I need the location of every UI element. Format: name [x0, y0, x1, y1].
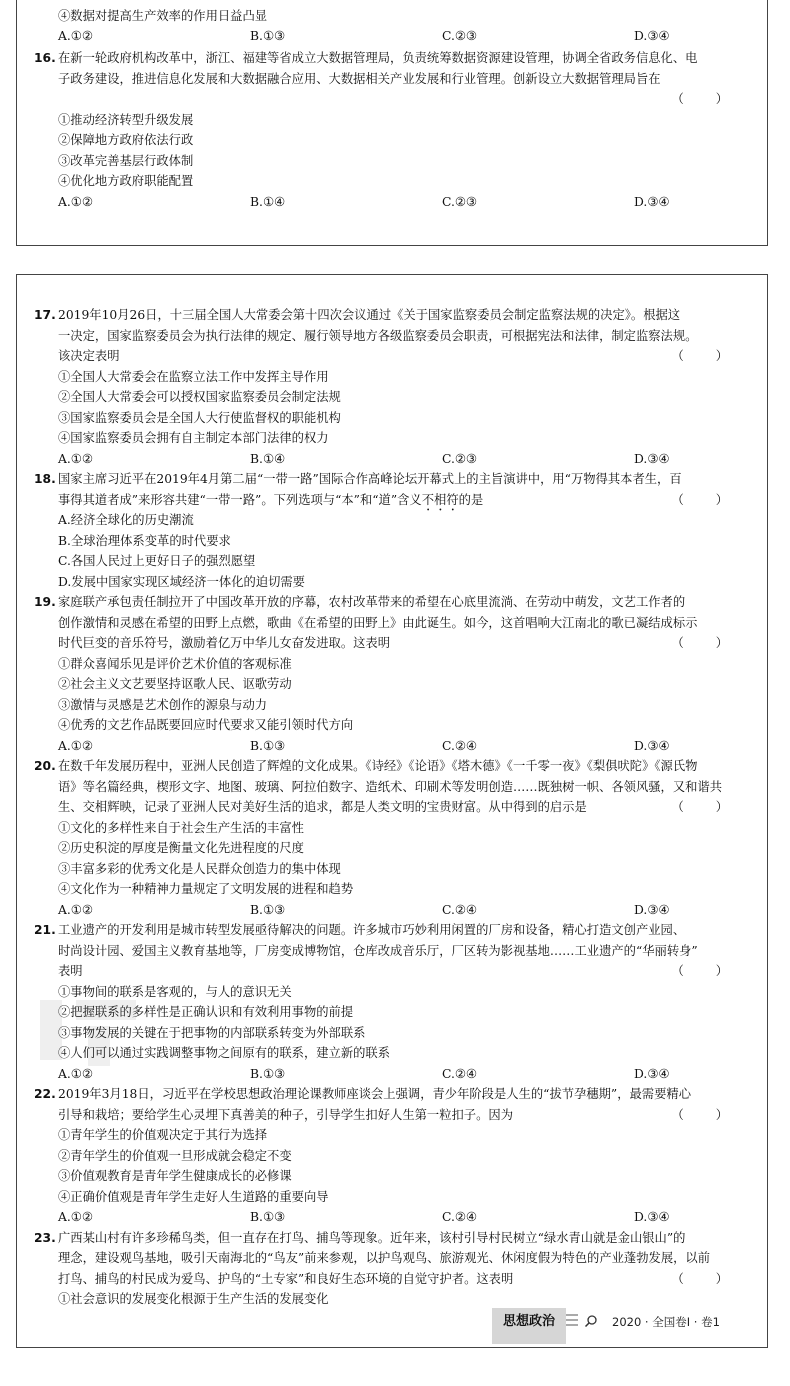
magnifier-icon [584, 1314, 598, 1328]
q22-options [58, 1207, 742, 1228]
subject-badge: 思想政治 [492, 1308, 566, 1344]
q17-option-b: B.①④ [250, 452, 285, 466]
q19-option-a: A.①② [58, 739, 93, 753]
q21-item-4: ④人们可以通过实践调整事物之间原有的联系，建立新的联系 [58, 1046, 391, 1060]
q19-option-c: C.②④ [442, 739, 477, 753]
q18-answer-paren: （ ） [671, 493, 742, 507]
q20-item-4: ④文化作为一种精神力量规定了文明发展的进程和趋势 [58, 882, 354, 896]
exam-info: 2020 · 全国卷Ⅰ · 卷1 [612, 1315, 720, 1329]
q19-item-4: ④优秀的文艺作品既要回应时代要求又能引领时代方向 [58, 718, 354, 732]
q17-stem-line-2: 一决定，国家监察委员会为执行法律的规定、履行领导地方各级监察委员会职责，可根据宪法和法律，制定监察法规。 [58, 329, 698, 343]
q22-number: 22. [34, 1087, 56, 1101]
q22-stem-line-2 [58, 1105, 742, 1126]
q17-stem-text-1: 2019年10月26日，十三届全国人大常委会第十四次会议通过《关于国家监察委员会制定监察法规的决定》。根据这 [58, 308, 681, 322]
q22-option-a: A.①② [58, 1210, 93, 1224]
q23-answer-paren: （ ） [671, 1272, 742, 1286]
q22-option-b: B.①③ [250, 1210, 285, 1224]
q17-option-a: A.①② [58, 452, 93, 466]
q20-option-a: A.①② [58, 903, 93, 917]
q16-option-c: C.②③ [442, 195, 477, 209]
q21-stem-line-3 [58, 961, 742, 982]
q17-answer-paren: （ ） [671, 349, 742, 363]
q17-item-2: ②全国人大常委会可以授权国家监察委员会制定法规 [58, 390, 341, 404]
page-footer [492, 1308, 768, 1344]
q21-option-d: D.③④ [634, 1067, 670, 1081]
q17-options [58, 449, 742, 470]
q15-option-b: B.①③ [250, 29, 285, 43]
q22-item-2: ②青年学生的价值观一旦形成就会稳定不变 [58, 1149, 292, 1163]
q16-option-a: A.①② [58, 195, 93, 209]
q16-number: 16. [34, 51, 56, 65]
q19-options [58, 736, 742, 757]
q18-option-c: C.各国人民过上更好日子的强烈愿望 [58, 554, 256, 568]
q23-number: 23. [34, 1231, 56, 1245]
q17-stem-line-3 [58, 346, 742, 367]
q19-stem-line-2: 创作激情和灵感在希望的田野上点燃，歌曲《在希望的田野上》由此诞生。如今，这首唱响大江南北的歌已凝结成标示 [58, 616, 698, 630]
q22-option-c: C.②④ [442, 1210, 477, 1224]
q20-options [58, 900, 742, 921]
q15-item-4: ④数据对提高生产效率的作用日益凸显 [58, 9, 268, 23]
q16-stem-line-1 [34, 48, 742, 69]
q21-stem-text-1: 工业遗产的开发利用是城市转型发展亟待解决的问题。许多城市巧妙利用闲置的厂房和设备，精心打造文创产业园、 [58, 923, 686, 937]
q19-answer-paren: （ ） [671, 636, 742, 650]
q16-item-1: ①推动经济转型升级发展 [58, 113, 194, 127]
q20-option-b: B.①③ [250, 903, 285, 917]
q20-item-3: ③丰富多彩的优秀文化是人民群众创造力的集中体现 [58, 862, 341, 876]
q19-option-d: D.③④ [634, 739, 670, 753]
q19-item-2: ②社会主义文艺要坚持讴歌人民、讴歌劳动 [58, 677, 292, 691]
q19-item-3: ③激情与灵感是艺术创作的源泉与动力 [58, 698, 268, 712]
q20-stem-line-3 [58, 797, 742, 818]
q20-stem-line-2: 语》等名篇经典，楔形文字、地图、玻璃、阿拉伯数字、造纸术、印刷术等发明创造……既独树一帜、各领风骚，又和谐共 [58, 780, 723, 794]
q22-stem-text-2: 引导和栽培；要给学生心灵埋下真善美的种子，引导学生扣好人生第一粒扣子。因为 [58, 1108, 513, 1122]
q21-options [58, 1064, 742, 1085]
q19-stem-text-1: 家庭联产承包责任制拉开了中国改革开放的序幕，农村改革带来的希望在心底里流淌、在劳动中萌发，文艺工作者的 [58, 595, 686, 609]
q17-number: 17. [34, 308, 56, 322]
q16-option-d: D.③④ [634, 195, 670, 209]
q18-stem-text-3: 的是 [458, 493, 484, 507]
q15-options [58, 26, 742, 47]
q16-option-b: B.①④ [250, 195, 285, 209]
q21-item-1: ①事物间的联系是客观的，与人的意识无关 [58, 985, 292, 999]
q21-item-2: ②把握联系的多样性是正确认识和有效利用事物的前提 [58, 1005, 354, 1019]
q23-stem-text-3: 打鸟、捕鸟的村民成为爱鸟、护鸟的“土专家”和良好生态环境的自觉守护者。这表明 [58, 1272, 514, 1286]
q20-stem-text-1: 在数千年发展历程中，亚洲人民创造了辉煌的文化成果。《诗经》《论语》《塔木德》《一千零一夜》《梨俱吠陀》《源氏物 [58, 759, 698, 773]
q18-option-b: B.全球治理体系变革的时代要求 [58, 534, 231, 548]
q16-stem-line-2: 子政务建设，推进信息化发展和大数据融合应用、大数据相关产业发展和行业管理。创新设立大数据管理局旨在 [58, 72, 661, 86]
q21-option-a: A.①② [58, 1067, 93, 1081]
q22-stem-line-1 [34, 1084, 742, 1105]
q20-number: 20. [34, 759, 56, 773]
q15-option-c: C.②③ [442, 29, 477, 43]
q18-stem-text-2: 事得其道者成”来形容共建“一带一路”。下列选项与“本”和“道”含义 [58, 493, 422, 507]
q18-stem-text-1: 国家主席习近平在2019年4月第二届“一带一路”国际合作高峰论坛开幕式上的主旨演讲中，用“万物得其本者生，百 [58, 472, 682, 486]
q21-stem-line-1 [34, 920, 742, 941]
q17-item-4: ④国家监察委员会拥有自主制定本部门法律的权力 [58, 431, 329, 445]
q21-item-3: ③事物发展的关键在于把事物的内部联系转变为外部联系 [58, 1026, 366, 1040]
q18-option-d: D.发展中国家实现区域经济一体化的迫切需要 [58, 575, 305, 589]
q20-stem-line-1 [34, 756, 742, 777]
q20-option-d: D.③④ [634, 903, 670, 917]
q17-stem-line-1 [34, 305, 742, 326]
q16-options [58, 192, 742, 213]
q20-stem-text-3: 生、交相辉映，记录了亚洲人民对美好生活的追求，都是人类文明的宝贵财富。从中得到的启示是 [58, 800, 587, 814]
q16-answer-paren: （ ） [671, 92, 742, 106]
q19-stem-text-3: 时代巨变的音乐符号，激励着亿万中华儿女奋发进取。这表明 [58, 636, 391, 650]
q21-stem-text-3: 表明 [58, 964, 83, 978]
q22-option-d: D.③④ [634, 1210, 670, 1224]
q22-item-3: ③价值观教育是青年学生健康成长的必修课 [58, 1169, 292, 1183]
q16-item-4: ④优化地方政府职能配置 [58, 174, 194, 188]
q17-stem-text-3: 该决定表明 [58, 349, 120, 363]
q17-option-c: C.②③ [442, 452, 477, 466]
q19-stem-line-1 [34, 592, 742, 613]
q17-option-d: D.③④ [634, 452, 670, 466]
q20-option-c: C.②④ [442, 903, 477, 917]
q23-stem-line-2: 理念，建设观鸟基地，吸引天南海北的“鸟友”前来参观，以护鸟观鸟、旅游观光、休闲度假为特色的产业蓬勃发展，以前 [58, 1251, 711, 1265]
q19-number: 19. [34, 595, 56, 609]
q18-stem-line-1 [34, 469, 742, 490]
q16-item-2: ②保障地方政府依法行政 [58, 133, 194, 147]
q17-item-3: ③国家监察委员会是全国人大行使监督权的职能机构 [58, 411, 341, 425]
q21-option-b: B.①③ [250, 1067, 285, 1081]
q21-option-c: C.②④ [442, 1067, 477, 1081]
q15-option-d: D.③④ [634, 29, 670, 43]
q23-stem-text-1: 广西某山村有许多珍稀鸟类，但一直存在打鸟、捕鸟等现象。近年来，该村引导村民树立“绿水青山就是金山银山”的 [58, 1231, 686, 1245]
decorative-bars-icon [566, 1314, 578, 1330]
q21-stem-line-2: 时尚设计园、爱国主义教育基地等，厂房变成博物馆，仓库改成音乐厅，厂区转为影视基地……工业遗产的“华丽转身” [58, 944, 698, 958]
q23-stem-line-3 [58, 1269, 742, 1290]
q21-answer-paren: （ ） [671, 964, 742, 978]
q18-number: 18. [34, 472, 56, 486]
q20-answer-paren: （ ） [671, 800, 742, 814]
q16-stem-text-1: 在新一轮政府机构改革中，浙江、福建等省成立大数据管理局，负责统筹数据资源建设管理，协调全省政务信息化、电 [58, 51, 698, 65]
q19-option-b: B.①③ [250, 739, 285, 753]
q20-item-2: ②历史积淀的厚度是衡量文化先进程度的尺度 [58, 841, 304, 855]
q18-emphasis-text: 不相符 [421, 493, 459, 507]
q23-item-1: ①社会意识的发展变化根源于生产生活的发展变化 [58, 1292, 329, 1306]
q16-item-3: ③改革完善基层行政体制 [58, 154, 194, 168]
q22-item-1: ①青年学生的价值观决定于其行为选择 [58, 1128, 268, 1142]
q23-stem-line-1 [34, 1228, 742, 1249]
q17-item-1: ①全国人大常委会在监察立法工作中发挥主导作用 [58, 370, 329, 384]
q19-item-1: ①群众喜闻乐见是评价艺术价值的客观标准 [58, 657, 292, 671]
q22-stem-text-1: 2019年3月18日，习近平在学校思想政治理论课教师座谈会上强调，青少年阶段是人生的“拔节孕穗期”，最需要精心 [58, 1087, 691, 1101]
q22-answer-paren: （ ） [671, 1108, 742, 1122]
q19-stem-line-3 [58, 633, 742, 654]
q18-option-a: A.经济全球化的历史潮流 [58, 513, 194, 527]
q21-number: 21. [34, 923, 56, 937]
q15-option-a: A.①② [58, 29, 93, 43]
q22-item-4: ④正确价值观是青年学生走好人生道路的重要向导 [58, 1190, 329, 1204]
q20-item-1: ①文化的多样性来自于社会生产生活的丰富性 [58, 821, 304, 835]
